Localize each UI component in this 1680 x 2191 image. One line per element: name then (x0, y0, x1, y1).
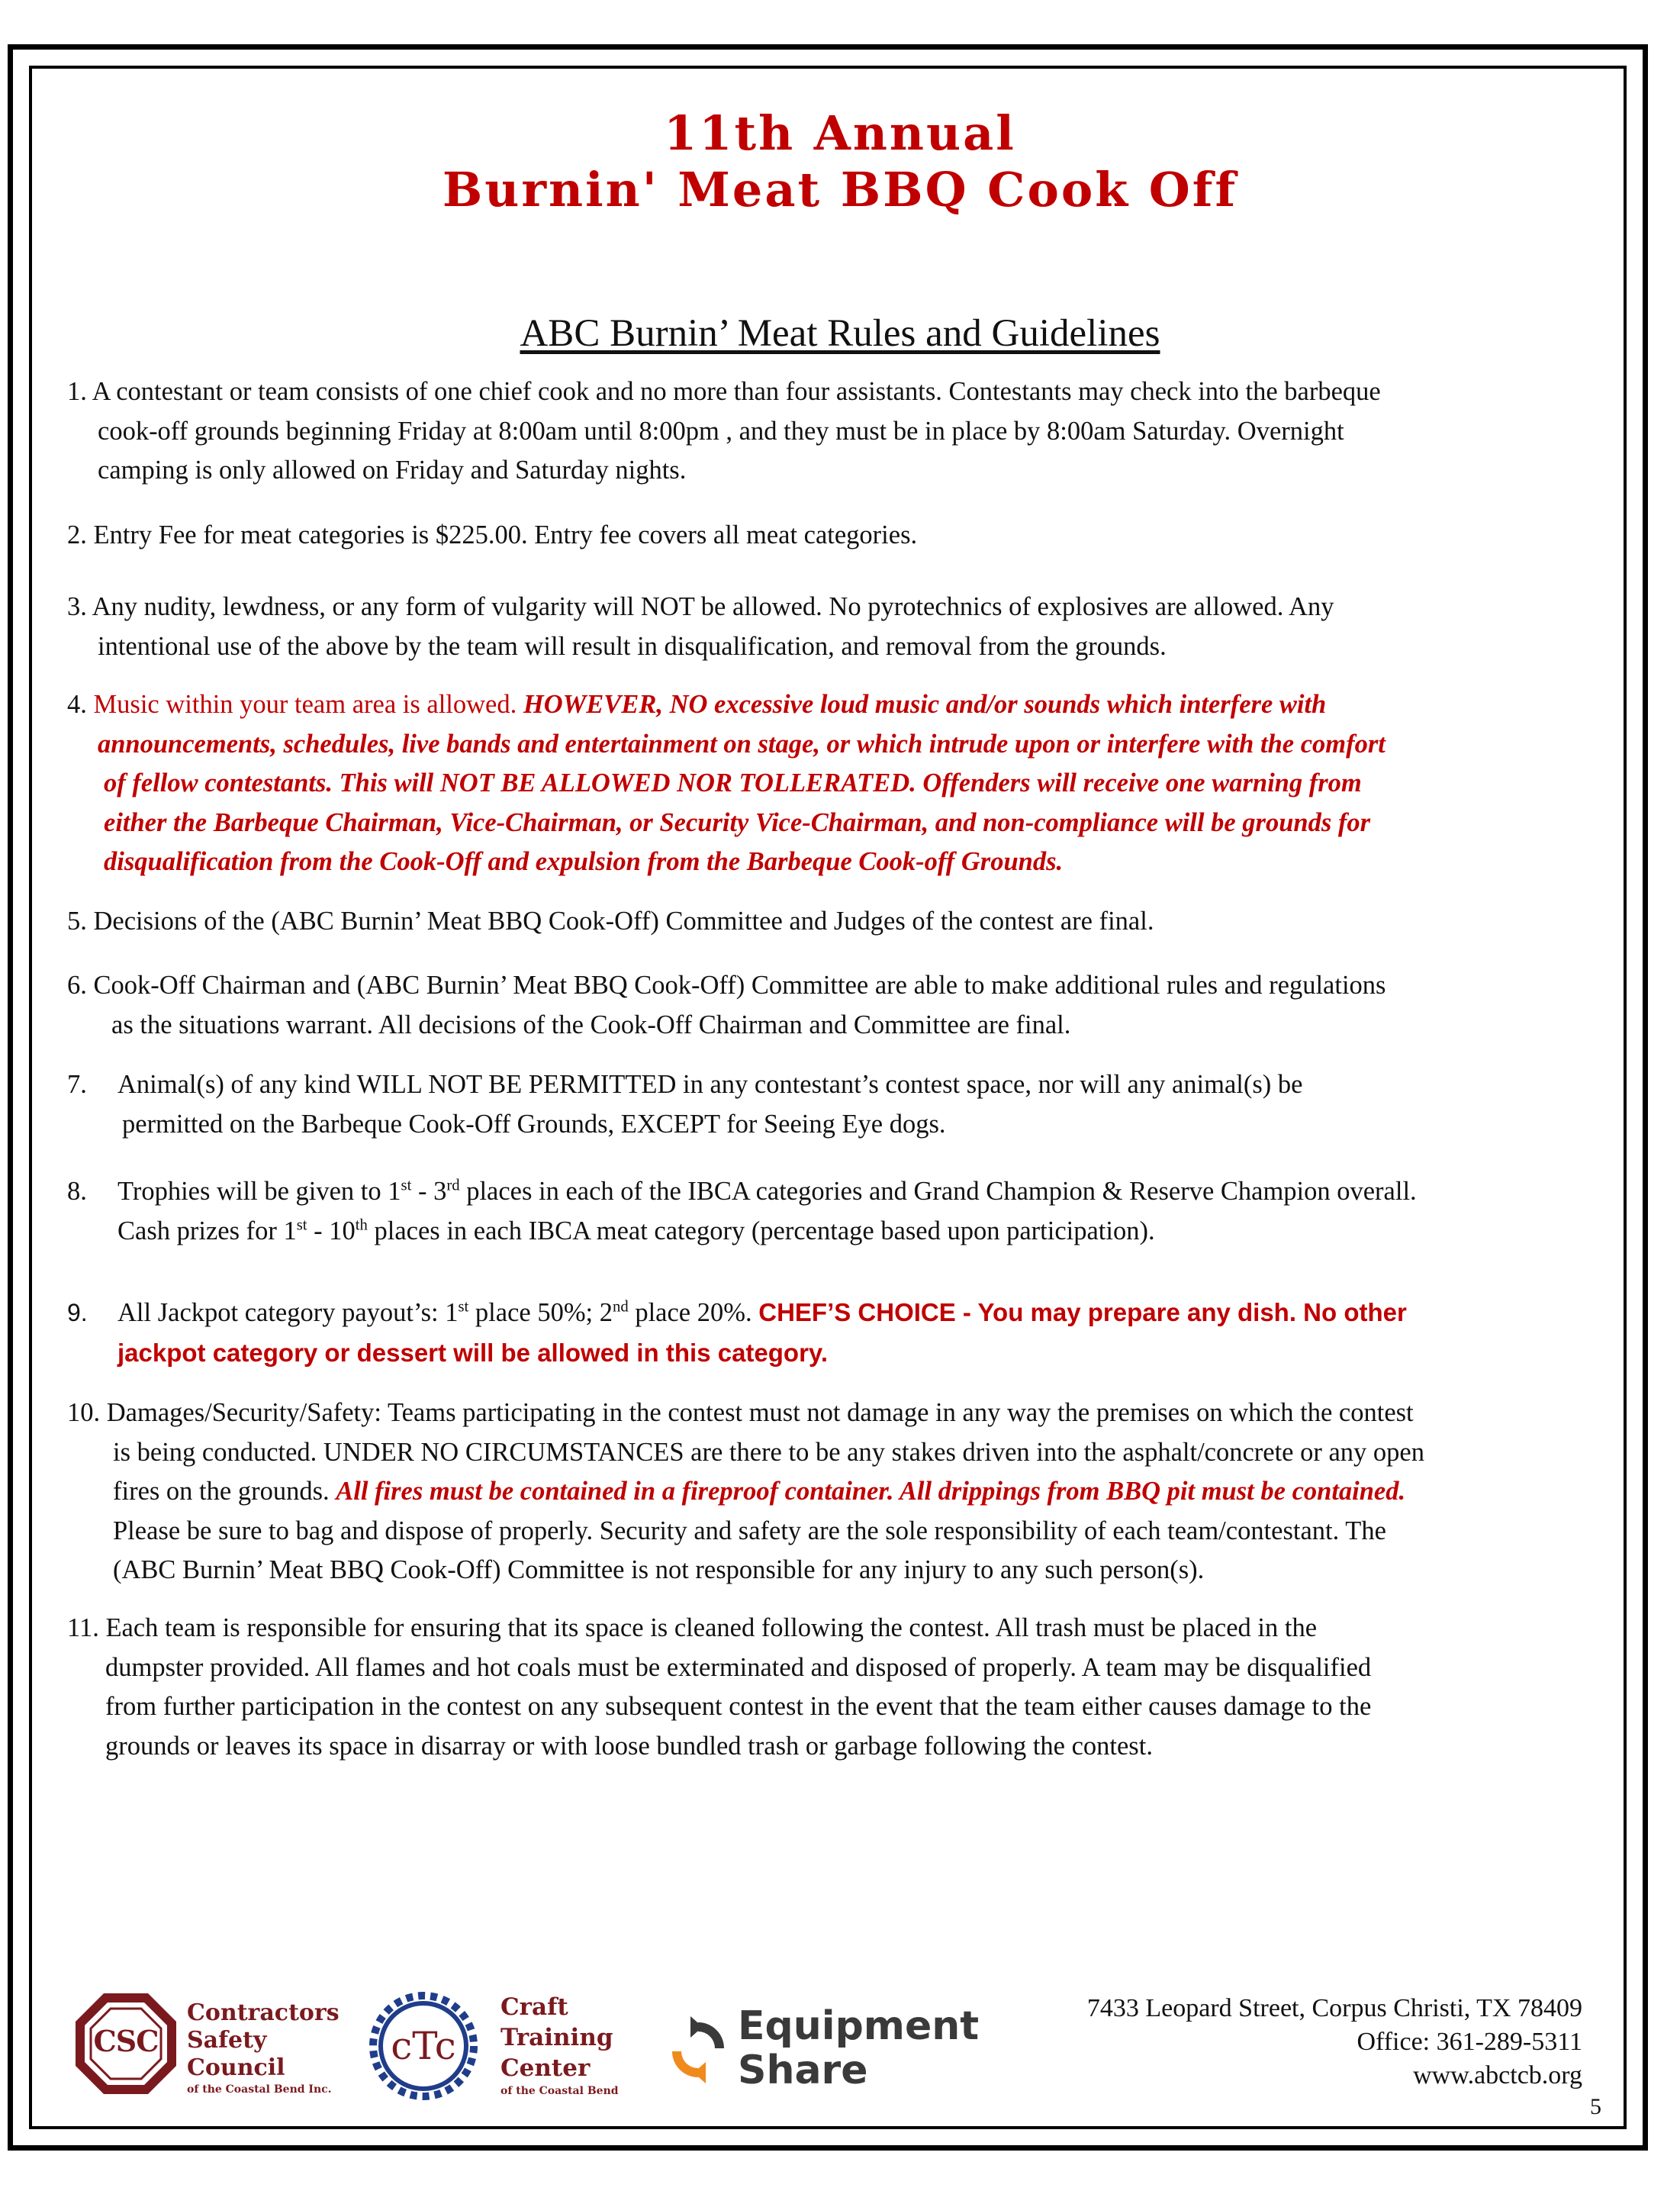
rule-11-line: from further participation in the contest on any subsequent contest in the event that the team either causes damage to the (105, 1692, 1372, 1721)
csc-logo (72, 1990, 347, 2105)
rule-9 (67, 1293, 1631, 1372)
rule-8 (67, 1172, 1631, 1251)
ctc-logo (366, 1989, 641, 2111)
rule-9-text: place 50%; 2 (468, 1298, 613, 1327)
address: 7433 Leopard Street, Corpus Christi, TX 78409 (1086, 1994, 1582, 2022)
rule-4 (67, 685, 1631, 882)
rule-9-number: 9. (67, 1299, 88, 1326)
rule-6-line: as the situations warrant. All decisions of the Cook-Off Chairman and Committee are final. (111, 1010, 1071, 1039)
rule-8-text: places in each of the IBCA categories and Grand Champion & Reserve Champion overall. (459, 1177, 1417, 1206)
rule-9-text: All Jackpot category payout’s: 1 (117, 1298, 459, 1327)
title-line-1: 11th Annual (664, 105, 1016, 161)
rule-1 (67, 372, 1631, 491)
chefs-choice-note: jackpot category or dessert will be allowed in this category. (117, 1338, 828, 1367)
rule-3-line: intentional use of the above by the team will result in disqualification, and removal from the grounds. (98, 631, 1167, 661)
title-line-2: Burnin' Meat BBQ Cook Off (442, 162, 1238, 217)
ctc-name-line: Craft (500, 1993, 568, 2021)
rule-8-text: places in each IBCA meat category (percentage based upon participation). (367, 1216, 1155, 1245)
rule-8-text: - 10 (307, 1216, 356, 1245)
csc-name-line: Council (187, 2054, 285, 2081)
rule-1-line: camping is only allowed on Friday and Saturday nights. (98, 456, 687, 485)
rule-11 (67, 1609, 1631, 1766)
rule-7-line: Animal(s) of any kind WILL NOT BE PERMITTED in any contestant’s contest space, nor will any animal(s) be (117, 1070, 1303, 1099)
ctc-name-line: Training (500, 2024, 613, 2051)
rule-4-warning: of fellow contestants. This will NOT BE ALLOWED NOR TOLLERATED. Offenders will receive one warning from (104, 768, 1362, 797)
ordinal-suffix: nd (613, 1298, 629, 1316)
rule-6-line: 6. Cook-Off Chairman and (ABC Burnin’ Meat BBQ Cook-Off) Committee are able to make additional rules and regulations (67, 971, 1386, 1000)
section-heading: ABC Burnin’ Meat Rules and Guidelines (520, 312, 1160, 355)
website-link[interactable]: www.abctcb.org (1413, 2061, 1582, 2090)
rule-7 (67, 1065, 1631, 1144)
rule-10-warning: All fires must be contained in a fireproof container. All drippings from BBQ pit must be contained. (336, 1477, 1406, 1506)
ordinal-suffix: th (355, 1216, 368, 1233)
rule-4-warning: disqualification from the Cook-Off and expulsion from the Barbeque Cook-off Grounds. (104, 847, 1064, 876)
contact-block (1087, 1992, 1582, 2093)
rule-10 (67, 1394, 1631, 1590)
rule-10-line: 10. Damages/Security/Safety: Teams participating in the contest must not damage in any way the premises on which the contest (67, 1398, 1414, 1427)
rule-1-line: cook-off grounds beginning Friday at 8:00am until 8:00pm , and they must be in place by 8:00am Saturday. Overnight (98, 416, 1344, 446)
page-number: 5 (1590, 2094, 1601, 2119)
rule-8-text: - 3 (411, 1177, 447, 1206)
rule-7-line: permitted on the Barbeque Cook-Off Grounds, EXCEPT for Seeing Eye dogs. (122, 1109, 946, 1139)
rule-4-warning: announcements, schedules, live bands and entertainment on stage, or which intrude upon or interfere with the comfort (98, 729, 1386, 759)
rule-10-line: is being conducted. UNDER NO CIRCUMSTANCES are there to be any stakes driven into the asphalt/concrete or any open (113, 1437, 1424, 1467)
rule-4-text: Music within your team area is allowed. (93, 690, 523, 719)
rule-10-line: (ABC Burnin’ Meat BBQ Cook-Off) Committee is not responsible for any injury to any such person(s). (113, 1555, 1205, 1584)
equipment-share-logo (668, 2003, 980, 2096)
rule-8-text: Trophies will be given to 1 (117, 1177, 401, 1206)
chefs-choice-note: CHEF’S CHOICE - You may prepare any dish. No other (758, 1298, 1407, 1326)
rule-11-line: dumpster provided. All flames and hot coals must be exterminated and disposed of properly. A team may be disqualified (105, 1652, 1372, 1682)
ordinal-suffix: st (458, 1298, 469, 1316)
ctc-name-line: Center (500, 2054, 591, 2082)
ctc-tagline: of the Coastal Bend (500, 2085, 619, 2097)
rule-4-warning: either the Barbeque Chairman, Vice-Chairman, or Security Vice-Chairman, and non-compliance will be grounds for (104, 807, 1371, 837)
rule-3-line: 3. Any nudity, lewdness, or any form of vulgarity will NOT be allowed. No pyrotechnics of explosives are allowed. Any (67, 592, 1334, 621)
es-name-line: Share (738, 2048, 868, 2093)
ordinal-suffix: rd (446, 1177, 460, 1194)
rule-4-number: 4. (67, 690, 94, 719)
rule-2-line: 2. Entry Fee for meat categories is $225.00. Entry fee covers all meat categories. (67, 520, 918, 549)
rule-10-line: Please be sure to bag and dispose of properly. Security and safety are the sole responsibility of each team/contestant. The (113, 1516, 1386, 1545)
ordinal-suffix: st (401, 1177, 412, 1194)
rule-9-text: place 20%. (628, 1298, 759, 1327)
rule-5 (67, 902, 1631, 942)
es-name-line: Equipment (738, 2003, 980, 2049)
rule-1-line: 1. A contestant or team consists of one chief cook and no more than four assistants. Contestants may check into the barbeque (67, 377, 1381, 406)
csc-mark: CSC (93, 2024, 159, 2058)
rule-7-number: 7. (67, 1070, 87, 1099)
rule-3 (67, 588, 1631, 666)
rule-8-number: 8. (67, 1177, 87, 1206)
rule-4-warning: HOWEVER, NO excessive loud music and/or sounds which interfere with (523, 690, 1327, 719)
rule-10-text: fires on the grounds. (113, 1477, 336, 1506)
rule-11-line: 11. Each team is responsible for ensuring that its space is cleaned following the contest. All trash must be placed in the (67, 1613, 1318, 1642)
phone: Office: 361-289-5311 (1357, 2028, 1582, 2056)
rule-5-line: 5. Decisions of the (ABC Burnin’ Meat BBQ Cook-Off) Committee and Judges of the contest are final. (67, 907, 1154, 936)
ordinal-suffix: st (296, 1216, 307, 1233)
rule-11-line: grounds or leaves its space in disarray or with loose bundled trash or garbage following the contest. (105, 1731, 1153, 1761)
rule-6 (67, 966, 1631, 1045)
csc-name-line: Contractors (187, 1999, 340, 2026)
rule-8-text: Cash prizes for 1 (117, 1216, 297, 1245)
ctc-mark: cTc (391, 2024, 456, 2068)
refresh-arrows-icon (668, 2013, 730, 2090)
rule-2 (67, 516, 1631, 556)
csc-name-line: Safety (187, 2027, 267, 2054)
csc-tagline: of the Coastal Bend Inc. (187, 2083, 332, 2096)
